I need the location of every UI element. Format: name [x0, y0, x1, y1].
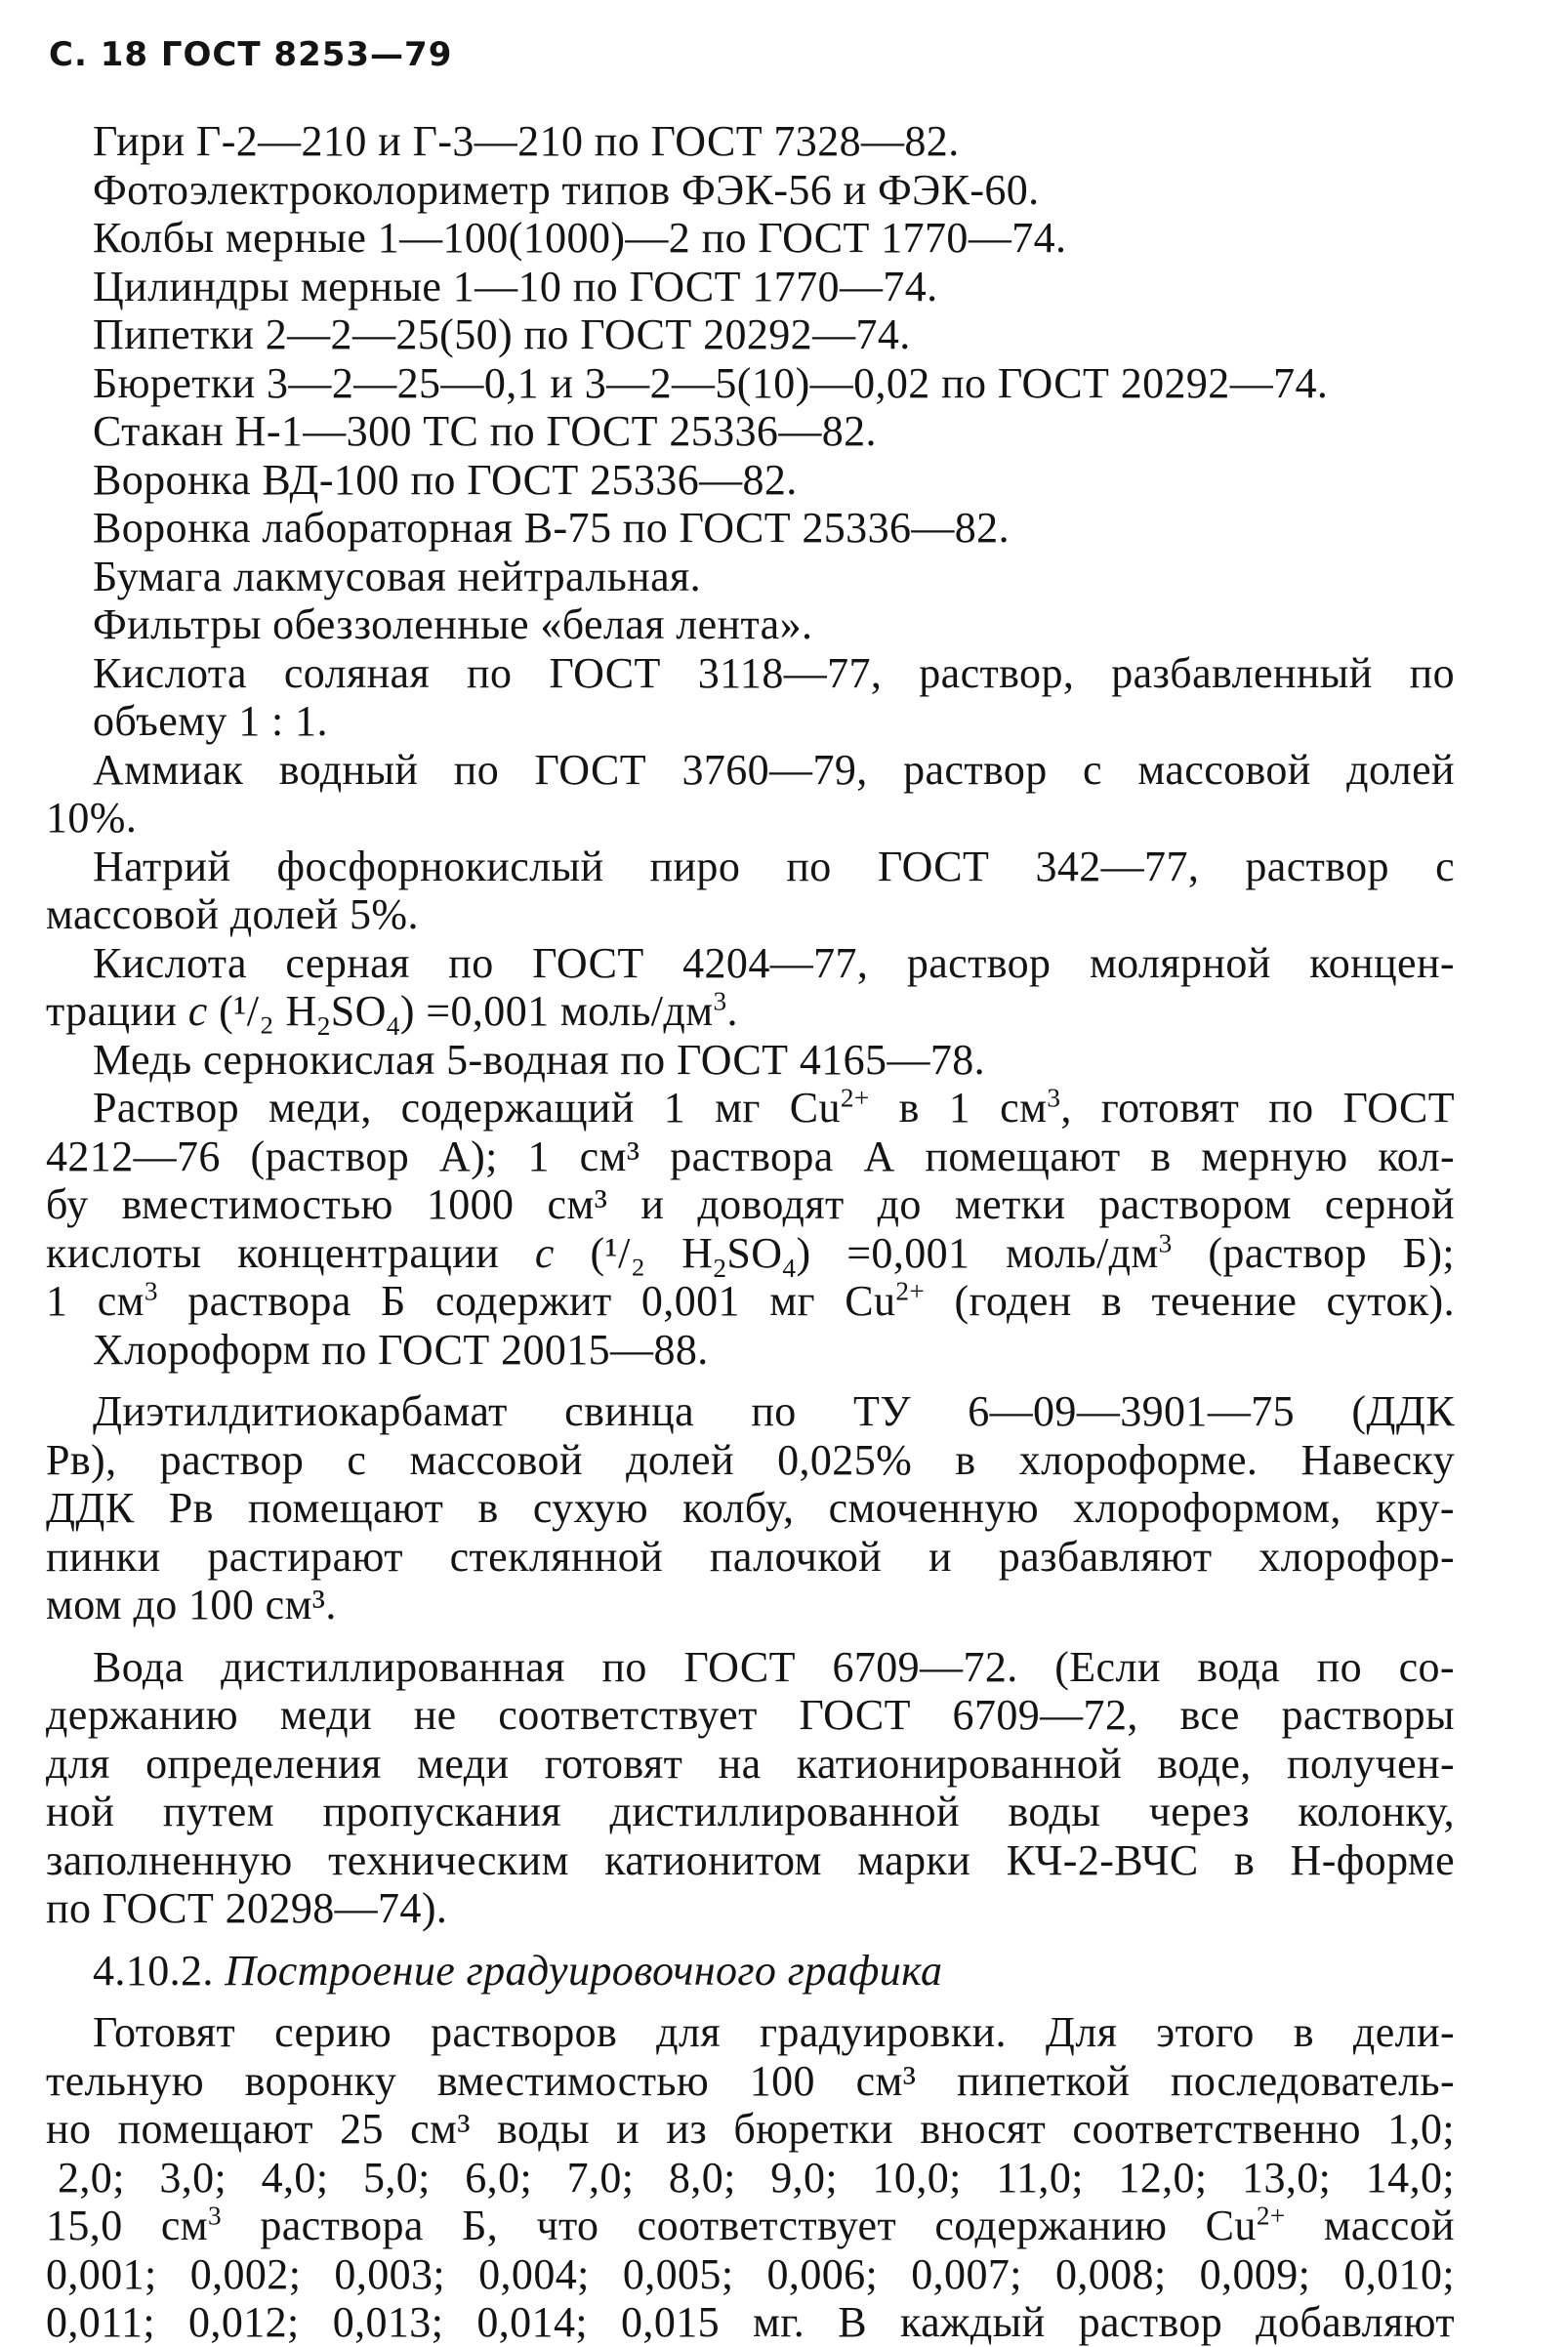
text-line: 0,011; 0,012; 0,013; 0,014; 0,015 мг. В каждый раствор добавляют [46, 2298, 1455, 2346]
text-line: но помещают 25 см³ воды и из бюретки вносят соответственно 1,0; [46, 2105, 1455, 2153]
text-line: мом до 100 см³. [46, 1581, 337, 1628]
text-line: Вода дистиллированная по ГОСТ 6709—72. (Если вода по со- [93, 1642, 1455, 1691]
text-line: Хлороформ по ГОСТ 20015—88. [93, 1325, 709, 1374]
text-line: Бюретки 3—2—25—0,1 и 3—2—5(10)—0,02 по ГОСТ 20292—74. [93, 358, 1329, 407]
text-line: ДДК Рв помещают в сухую колбу, смоченную хлороформом, кру- [46, 1484, 1455, 1532]
text-line: Фотоэлектроколориметр типов ФЭК-56 и ФЭК-60. [93, 165, 1040, 214]
text-line: массовой долей 5%. [46, 890, 419, 938]
document-body [46, 117, 1455, 2347]
text-line: держанию меди не соответствует ГОСТ 6709—72, все растворы [46, 1691, 1455, 1739]
text-line: заполненную техническим катионитом марки КЧ-2-ВЧС в Н-форме [46, 1835, 1455, 1884]
text-line: Кислота соляная по ГОСТ 3118—77, раствор, разбавленный по [93, 648, 1455, 697]
text-line: 2,0; 3,0; 4,0; 5,0; 6,0; 7,0; 8,0; 9,0; 10,0; 11,0; 12,0; 13,0; 14,0; [58, 2153, 1455, 2202]
text-line: ной путем пропускания дистиллированной воды через колонку, [46, 1788, 1455, 1835]
text-line: 4212—76 (раствор А); 1 см³ раствора А помещают в мерную кол- [46, 1132, 1455, 1180]
text-line: Натрий фосфорнокислый пиро по ГОСТ 342—77, раствор с [93, 842, 1455, 890]
page-header: С. 18 ГОСТ 8253—79 [49, 35, 453, 74]
text-line: Аммиак водный по ГОСТ 3760—79, раствор с массовой долей [93, 745, 1455, 794]
text-line: Кислота серная по ГОСТ 4204—77, раствор молярной концен- [93, 938, 1455, 987]
text-line: Колбы мерные 1—100(1000)—2 по ГОСТ 1770—74. [93, 214, 1067, 262]
text-line: объему 1 : 1. [93, 697, 328, 745]
text-line: Медь сернокислая 5-водная по ГОСТ 4165—78. [93, 1035, 986, 1084]
text-line: Цилиндры мерные 1—10 по ГОСТ 1770—74. [93, 262, 938, 310]
text-line: 0,001; 0,002; 0,003; 0,004; 0,005; 0,006; 0,007; 0,008; 0,009; 0,010; [46, 2249, 1455, 2298]
section-heading: 4.10.2. Построение градуировочного графика [93, 1946, 943, 1995]
text-line: пинки растирают стеклянной палочкой и разбавляют хлорофор- [46, 1532, 1455, 1581]
text-line-formula: кислоты концентрации c (¹/₂ $H_2SO_4) =0,001$ моль/$дм^3$ (раствор Б); [46, 1227, 1455, 1283]
text-line-formula: 15,0 $см^3$ раствора Б, что соответствует содержанию $Cu^{2+}$ массой [46, 2201, 1455, 2249]
text-line: Бумага лакмусовая нейтральная. [93, 552, 702, 600]
text-line: 10%. [46, 794, 138, 842]
text-line: Пипетки 2—2—25(50) по ГОСТ 20292—74. [93, 310, 911, 358]
text-line: Стакан Н-1—300 ТС по ГОСТ 25336—82. [93, 407, 877, 455]
text-line-formula: Раствор меди, содержащий 1 мг $Cu^{2+}$ в 1 $см^3$, готовят по ГОСТ [93, 1083, 1455, 1132]
text-line: Воронка лабораторная В-75 по ГОСТ 25336—82. [93, 504, 1010, 552]
text-line: Гири Г-2—210 и Г-3—210 по ГОСТ 7328—82. [93, 117, 960, 165]
text-line: бу вместимостью 1000 см³ и доводят до метки раствором серной [46, 1180, 1455, 1228]
text-line: Диэтилдитиокарбамат свинца по ТУ 6—09—3901—75 (ДДК [93, 1387, 1455, 1435]
text-line: Воронка ВД-100 по ГОСТ 25336—82. [93, 455, 798, 504]
text-line: для определения меди готовят на катионированной воде, получен- [46, 1739, 1455, 1788]
text-line-formula: трации c (¹/₂ $H_2SO_4) =0,001$ моль/$дм^3$. [46, 986, 738, 1041]
text-line-formula: 1 $см^3$ раствора Б содержит 0,001 мг $Cu^{2+}$ (годен в течение суток). [46, 1276, 1455, 1325]
text-line: тельную воронку вместимостью 100 см³ пипеткой последователь- [46, 2056, 1455, 2105]
text-line: Готовят серию растворов для градуировки. Для этого в дели- [93, 2008, 1455, 2056]
text-line: Рв), раствор с массовой долей 0,025% в хлороформе. Навеску [46, 1435, 1455, 1484]
text-line: по ГОСТ 20298—74). [46, 1884, 448, 1932]
text-line: Фильтры обеззоленные «белая лента». [93, 600, 813, 648]
